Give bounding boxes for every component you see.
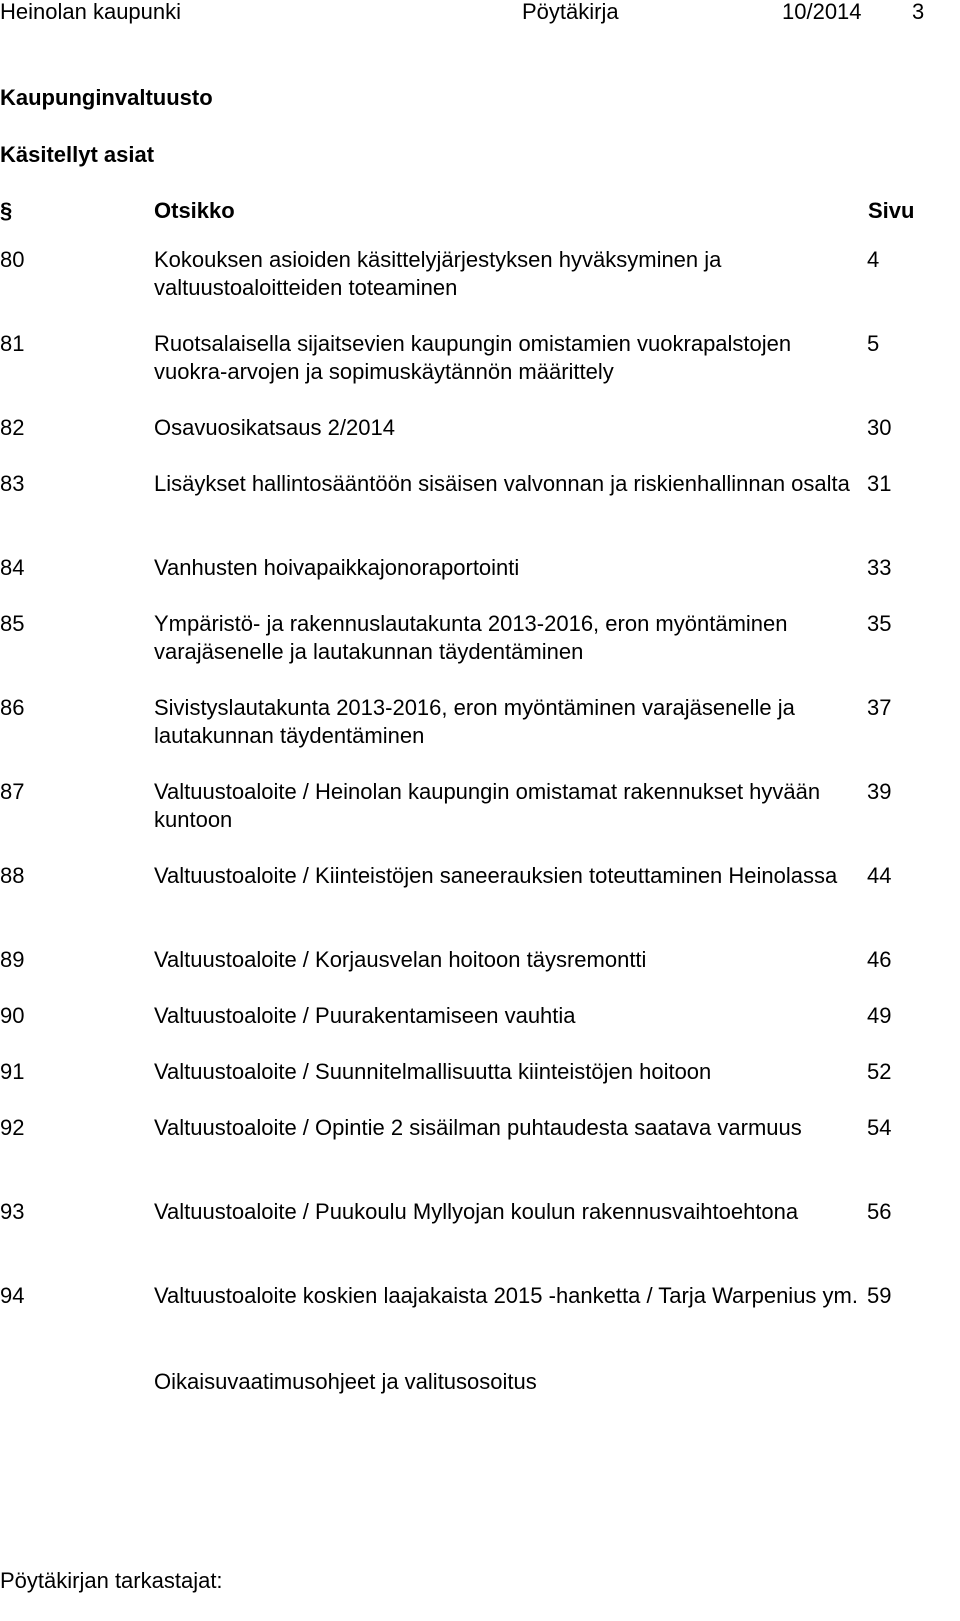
- item-number: 84: [0, 555, 25, 580]
- reviewers-label: Pöytäkirjan tarkastajat:: [0, 1568, 223, 1593]
- document-type: Pöytäkirja: [522, 0, 619, 24]
- item-number: 93: [0, 1199, 25, 1224]
- item-number: 88: [0, 863, 25, 888]
- body-name-heading: Kaupunginvaltuusto: [0, 85, 213, 110]
- item-title: Sivistyslautakunta 2013-2016, eron myöntäminen varajäsenelle ja lautakunnan täydentäminen: [154, 695, 795, 748]
- item-page: 59: [867, 1283, 892, 1308]
- item-title: Valtuustoaloite / Korjausvelan hoitoon täysremontti: [154, 947, 647, 972]
- item-number: 86: [0, 695, 25, 720]
- item-title: Valtuustoaloite koskien laajakaista 2015 -hanketta / Tarja Warpenius ym.: [154, 1283, 858, 1308]
- item-page: 52: [867, 1059, 892, 1084]
- item-number: 81: [0, 331, 25, 356]
- item-title: Kokouksen asioiden käsittelyjärjestyksen hyväksyminen ja valtuustoaloitteiden toteaminen: [154, 247, 722, 300]
- item-page: 54: [867, 1115, 892, 1140]
- item-title: Vanhusten hoivapaikkajonoraportointi: [154, 555, 520, 580]
- item-page: 33: [867, 555, 892, 580]
- item-title: Valtuustoaloite / Puurakentamiseen vauhtia: [154, 1003, 576, 1028]
- item-number: 94: [0, 1283, 25, 1308]
- item-page: 4: [867, 247, 880, 272]
- item-title: Valtuustoaloite / Heinolan kaupungin omistamat rakennukset hyvään kuntoon: [154, 779, 821, 832]
- appeal-instructions: Oikaisuvaatimusohjeet ja valitusosoitus: [154, 1369, 537, 1394]
- item-title: Osavuosikatsaus 2/2014: [154, 415, 395, 440]
- item-number: 92: [0, 1115, 25, 1140]
- item-page: 31: [867, 471, 892, 496]
- item-number: 83: [0, 471, 25, 496]
- item-number: 90: [0, 1003, 25, 1028]
- item-number: 85: [0, 611, 25, 636]
- item-page: 46: [867, 947, 892, 972]
- item-page: 35: [867, 611, 892, 636]
- page-number: 3: [912, 0, 925, 24]
- item-number: 82: [0, 415, 25, 440]
- item-title: Ruotsalaisella sijaitsevien kaupungin omistamien vuokrapalstojen vuokra-arvojen ja sopimuskäytännön määrittely: [154, 331, 792, 384]
- document-number: 10/2014: [782, 0, 862, 24]
- item-page: 39: [867, 779, 892, 804]
- column-header-paragraph: §: [0, 198, 13, 223]
- column-header-title: Otsikko: [154, 198, 235, 223]
- item-number: 89: [0, 947, 25, 972]
- item-page: 5: [867, 331, 880, 356]
- item-title: Ympäristö- ja rakennuslautakunta 2013-2016, eron myöntäminen varajäsenelle ja lautakunnan täydentäminen: [154, 611, 788, 664]
- item-title: Valtuustoaloite / Suunnitelmallisuutta kiinteistöjen hoitoon: [154, 1059, 712, 1084]
- column-header-page: Sivu: [868, 198, 915, 223]
- item-page: 49: [867, 1003, 892, 1028]
- section-title: Käsitellyt asiat: [0, 142, 155, 167]
- item-page: 44: [867, 863, 892, 888]
- item-number: 80: [0, 247, 25, 272]
- item-page: 56: [867, 1199, 892, 1224]
- item-page: 30: [867, 415, 892, 440]
- organization-name: Heinolan kaupunki: [0, 0, 182, 24]
- item-page: 37: [867, 695, 892, 720]
- page-header: [0, 0, 930, 28]
- item-title: Valtuustoaloite / Puukoulu Myllyojan koulun rakennusvaihtoehtona: [154, 1199, 799, 1224]
- item-title: Lisäykset hallintosääntöön sisäisen valvonnan ja riskienhallinnan osalta: [154, 471, 850, 496]
- item-number: 87: [0, 779, 25, 804]
- item-title: Valtuustoaloite / Kiinteistöjen saneerauksien toteuttaminen Heinolassa: [154, 863, 838, 888]
- item-number: 91: [0, 1059, 25, 1084]
- item-title: Valtuustoaloite / Opintie 2 sisäilman puhtaudesta saatava varmuus: [154, 1115, 802, 1140]
